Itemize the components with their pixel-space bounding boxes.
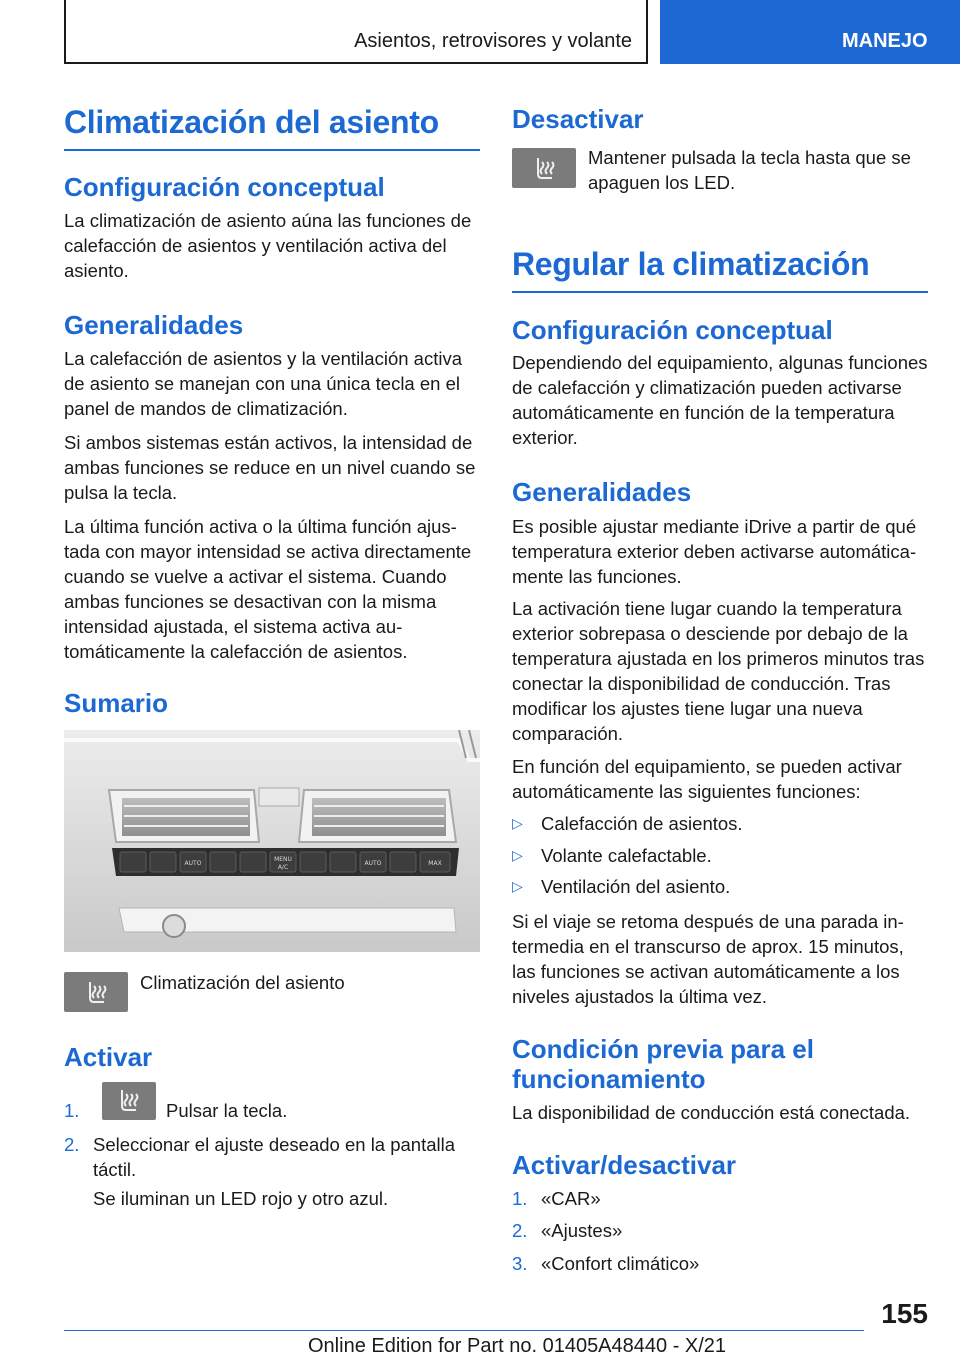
menu-path-car[interactable]: «CAR» xyxy=(541,1188,601,1209)
footer-divider xyxy=(64,1330,864,1331)
general-paragraph-right-4: Si el viaje se retoma después de una parada intermedia en el transcurso de aprox. 15 minutos, las funciones se activan automáticamente a los niveles ajustados la última vez. xyxy=(512,911,904,1007)
page-number: 155 xyxy=(881,1298,928,1329)
step-text: Pulsar la tecla. xyxy=(166,1100,288,1121)
seat-climate-button-icon xyxy=(102,1082,156,1120)
step-number: 3. xyxy=(512,1253,528,1274)
header-chapter-label: MANEJO xyxy=(842,30,928,52)
heading-concept-right: Configuración conceptual xyxy=(512,315,833,345)
general-paragraph-2: Si ambos sistemas están activos, la intensidad de ambas funciones se reduce en un nivel cuando se pulsa la tecla. xyxy=(64,432,476,503)
photo-btn-auto-right: AUTO xyxy=(364,860,382,867)
seat-climate-key-icon xyxy=(512,148,576,188)
general-paragraph-right-1: Es posible ajustar mediante iDrive a partir de qué temperatura exterior deben activarse automáticamente las funciones. xyxy=(512,516,917,587)
photo-btn-menu: MENU xyxy=(274,856,292,863)
bullet-triangle-icon: ▷ xyxy=(512,878,523,894)
seat-climate-caption: Climatización del asiento xyxy=(140,972,345,993)
climate-panel-photo xyxy=(64,730,480,952)
bullet-triangle-icon: ▷ xyxy=(512,847,523,863)
step-note: Se iluminan un LED rojo y otro azul. xyxy=(93,1188,389,1209)
general-paragraph-1: La calefacción de asientos y la ventilación activa de asiento se manejan con una única tecla en el panel de mandos de climatización. xyxy=(64,348,462,419)
footer-edition: Online Edition for Part no. 01405A48440 - X/21 xyxy=(308,1335,727,1357)
general-paragraph-right-3: En función del equipamiento, se pueden activar automáticamente las siguientes funciones: xyxy=(512,756,902,802)
header-chapter-tab[interactable] xyxy=(660,0,960,64)
heading-deactivate: Desactivar xyxy=(512,104,644,134)
concept-text-right: Dependiendo del equipamiento, algunas funciones de calefacción y climatización pueden activarse automáticamente en función de la temperatura exterior. xyxy=(512,352,928,448)
heading-general-right: Generalidades xyxy=(512,477,692,507)
condition-text: La disponibilidad de conducción está conectada. xyxy=(512,1102,911,1123)
step-number: 1. xyxy=(64,1100,80,1121)
step-number: 2. xyxy=(64,1134,80,1155)
photo-btn-ac: A/C xyxy=(277,864,289,871)
heading-general: Generalidades xyxy=(64,310,244,340)
step-number: 1. xyxy=(512,1188,528,1209)
bullet-item: Calefacción de asientos. xyxy=(541,813,743,834)
heading-on-off: Activar/desactivar xyxy=(512,1150,737,1180)
heading-condition: Condición previa para el funcionamiento xyxy=(512,1034,814,1094)
seat-climate-key-icon xyxy=(64,972,128,1012)
header-section-box xyxy=(64,0,648,64)
bullet-item: Volante calefactable. xyxy=(541,845,712,866)
heading-activate: Activar xyxy=(64,1042,153,1072)
menu-path-settings[interactable]: «Ajustes» xyxy=(541,1220,623,1241)
general-paragraph-3: La última función activa o la última función ajustada con mayor intensidad se activa directamente cuando se vuelve a activar el sistema. Cuando ambas funciones se desactivan con la misma intensidad ajustada, el sistema activa automáticamente la calefacción de asientos. xyxy=(64,516,472,662)
deactivate-text: Mantener pulsada la tecla hasta que se apaguen los LED. xyxy=(588,147,911,193)
concept-text: La climatización de asiento aúna las funciones de calefacción de asientos y ventilación activa del asiento. xyxy=(64,210,472,281)
bullet-item: Ventilación del asiento. xyxy=(541,876,731,897)
header-section-title: Asientos, retrovisores y volante xyxy=(354,30,632,52)
heading-summary: Sumario xyxy=(64,688,169,718)
bullet-triangle-icon: ▷ xyxy=(512,815,523,831)
heading-regulate-climate: Regular la climatización xyxy=(512,246,928,293)
photo-btn-max: MAX xyxy=(428,860,442,867)
step-number: 2. xyxy=(512,1220,528,1241)
photo-btn-auto-left: AUTO xyxy=(184,860,202,867)
step-text: Seleccionar el ajuste deseado en la pantalla táctil. xyxy=(93,1134,456,1180)
menu-path-climate-comfort[interactable]: «Confort climático» xyxy=(541,1253,700,1274)
general-paragraph-right-2: La activación tiene lugar cuando la temperatura exterior sobrepasa o desciende por debajo de la temperatura ajustada en los primeros minutos tras conectar la disponibilidad de conducción. Tras modificar los ajustes tiene lugar una nueva comparación. xyxy=(512,598,925,744)
heading-seat-climate: Climatización del asiento xyxy=(64,104,480,151)
heading-concept: Configuración conceptual xyxy=(64,172,385,202)
climate-panel-illustration xyxy=(64,730,480,952)
